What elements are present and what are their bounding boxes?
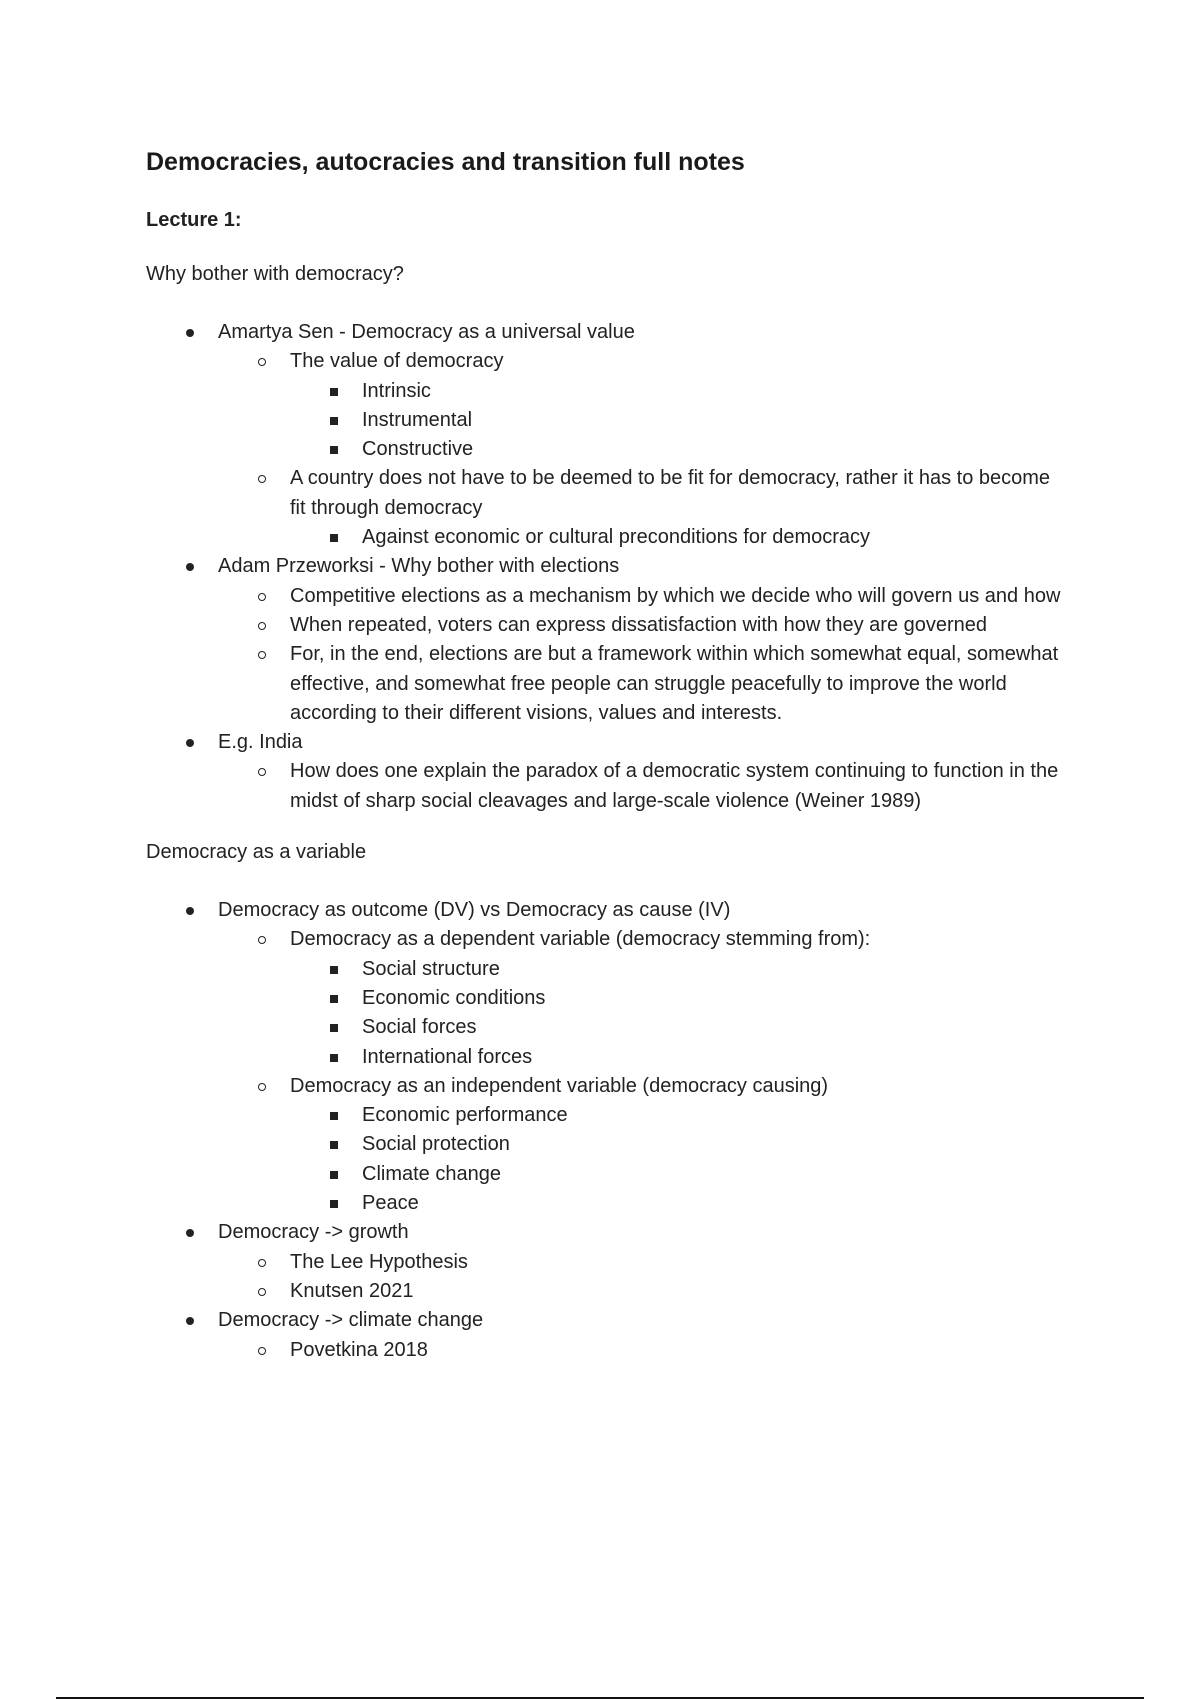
- bullet-list: [146, 896, 1066, 1365]
- footer-rule: [56, 1697, 1144, 1699]
- list-item-text: Climate change: [362, 1162, 501, 1185]
- list-item-level-1: [146, 1218, 1066, 1306]
- sub-sub-list: [290, 377, 1066, 465]
- list-item-text: For, in the end, elections are but a framework within which somewhat equal, somewhat effective, and somewhat free people can struggle peacefully to improve the world according to their different visions, values and interests.: [290, 643, 1059, 724]
- list-item-text: Democracy -> growth: [218, 1221, 409, 1244]
- list-item-text: Social protection: [362, 1133, 510, 1156]
- bullet-circle-icon: [258, 1347, 266, 1355]
- list-item-text: E.g. India: [218, 731, 303, 754]
- list-item-text: Instrumental: [362, 408, 473, 431]
- list-item-level-1: [146, 896, 1066, 1218]
- list-item-level-2: [218, 347, 1066, 464]
- bullet-square-icon: [330, 1112, 338, 1120]
- list-item-text: International forces: [362, 1045, 533, 1068]
- list-item-text: The Lee Hypothesis: [290, 1250, 468, 1273]
- list-item-level-3: [290, 377, 1066, 406]
- bullet-dot-icon: [186, 739, 194, 747]
- bullet-circle-icon: [258, 622, 266, 630]
- list-item-level-2: [218, 464, 1066, 552]
- bullet-dot-icon: [186, 907, 194, 915]
- bullet-dot-icon: [186, 1229, 194, 1237]
- sub-sub-list: [290, 955, 1066, 1072]
- list-item-level-3: [290, 1043, 1066, 1072]
- list-item-text: Democracy as a dependent variable (democracy stemming from):: [290, 928, 871, 951]
- bullet-square-icon: [330, 534, 338, 542]
- document-page: [146, 140, 1066, 1365]
- bullet-circle-icon: [258, 1259, 266, 1267]
- bullet-circle-icon: [258, 1288, 266, 1296]
- list-item-text: Adam Przeworksi - Why bother with elections: [218, 555, 620, 578]
- list-item-level-3: [290, 984, 1066, 1013]
- list-item-level-1: [146, 318, 1066, 552]
- list-item-text: Democracy as outcome (DV) vs Democracy as cause (IV): [218, 899, 731, 922]
- list-item-level-1: [146, 728, 1066, 816]
- list-item-text: The value of democracy: [290, 350, 504, 373]
- bullet-square-icon: [330, 1200, 338, 1208]
- bullet-square-icon: [330, 446, 338, 454]
- list-item-text: Povetkina 2018: [290, 1338, 428, 1361]
- list-item-text: Democracy as an independent variable (democracy causing): [290, 1074, 829, 1097]
- bullet-list: [146, 318, 1066, 816]
- sub-list: [218, 757, 1066, 816]
- notes-body: [146, 260, 1066, 1365]
- bullet-dot-icon: [186, 329, 194, 337]
- sub-list: [218, 1248, 1066, 1307]
- list-item-level-3: [290, 1101, 1066, 1130]
- list-item-text: Democracy -> climate change: [218, 1309, 484, 1332]
- sub-sub-list: [290, 1101, 1066, 1218]
- sub-list: [218, 347, 1066, 552]
- list-item-level-1: [146, 552, 1066, 728]
- list-item-text: Peace: [362, 1192, 419, 1215]
- list-item-level-3: [290, 435, 1066, 464]
- document-title: Democracies, autocracies and transition full notes: [146, 148, 745, 176]
- list-item-level-2: [218, 582, 1066, 611]
- bullet-dot-icon: [186, 1317, 194, 1325]
- list-item-text: Social forces: [362, 1016, 477, 1039]
- list-item-level-1: [146, 1306, 1066, 1365]
- list-item-level-2: [218, 757, 1066, 816]
- list-item-level-3: [290, 523, 1066, 552]
- list-item-text: Economic conditions: [362, 986, 546, 1009]
- sub-list: [218, 925, 1066, 1218]
- list-item-text: When repeated, voters can express dissatisfaction with how they are governed: [290, 613, 988, 636]
- list-item-level-2: [218, 1248, 1066, 1277]
- list-item-level-3: [290, 1189, 1066, 1218]
- bullet-circle-icon: [258, 358, 266, 366]
- sub-list: [218, 1336, 1066, 1365]
- list-item-level-2: [218, 611, 1066, 640]
- lecture-heading: Lecture 1:: [146, 209, 242, 231]
- section-heading: Democracy as a variable: [146, 841, 367, 864]
- list-item-text: Against economic or cultural preconditions for democracy: [362, 526, 871, 549]
- bullet-circle-icon: [258, 651, 266, 659]
- bullet-circle-icon: [258, 768, 266, 776]
- bullet-square-icon: [330, 1141, 338, 1149]
- list-item-level-3: [290, 1013, 1066, 1042]
- list-item-text: Constructive: [362, 438, 474, 461]
- bullet-square-icon: [330, 995, 338, 1003]
- bullet-dot-icon: [186, 563, 194, 571]
- bullet-square-icon: [330, 388, 338, 396]
- list-item-text: Intrinsic: [362, 379, 431, 402]
- sub-sub-list: [290, 523, 1066, 552]
- list-item-level-3: [290, 1160, 1066, 1189]
- list-item-text: How does one explain the paradox of a democratic system continuing to function in the midst of sharp social cleavages and large-scale violence (Weiner 1989): [290, 760, 1059, 812]
- bullet-square-icon: [330, 1024, 338, 1032]
- list-item-text: Social structure: [362, 957, 500, 980]
- list-item-text: Economic performance: [362, 1104, 568, 1127]
- bullet-circle-icon: [258, 475, 266, 483]
- list-item-level-2: [218, 925, 1066, 1071]
- bullet-square-icon: [330, 1054, 338, 1062]
- bullet-circle-icon: [258, 1083, 266, 1091]
- list-item-level-2: [218, 1277, 1066, 1306]
- list-item-text: Knutsen 2021: [290, 1279, 414, 1302]
- list-item-level-3: [290, 1130, 1066, 1159]
- bullet-square-icon: [330, 966, 338, 974]
- list-item-level-2: [218, 640, 1066, 728]
- list-item-level-3: [290, 955, 1066, 984]
- list-item-text: A country does not have to be deemed to be fit for democracy, rather it has to become fit through democracy: [290, 467, 1051, 519]
- sub-list: [218, 582, 1066, 728]
- section-heading: Why bother with democracy?: [146, 263, 404, 285]
- bullet-circle-icon: [258, 936, 266, 944]
- list-item-level-2: [218, 1336, 1066, 1365]
- bullet-square-icon: [330, 1171, 338, 1179]
- list-item-level-2: [218, 1072, 1066, 1218]
- list-item-text: Competitive elections as a mechanism by which we decide who will govern us and how: [290, 584, 1061, 607]
- bullet-square-icon: [330, 417, 338, 425]
- bullet-circle-icon: [258, 593, 266, 601]
- list-item-text: Amartya Sen - Democracy as a universal value: [218, 321, 635, 343]
- list-item-level-3: [290, 406, 1066, 435]
